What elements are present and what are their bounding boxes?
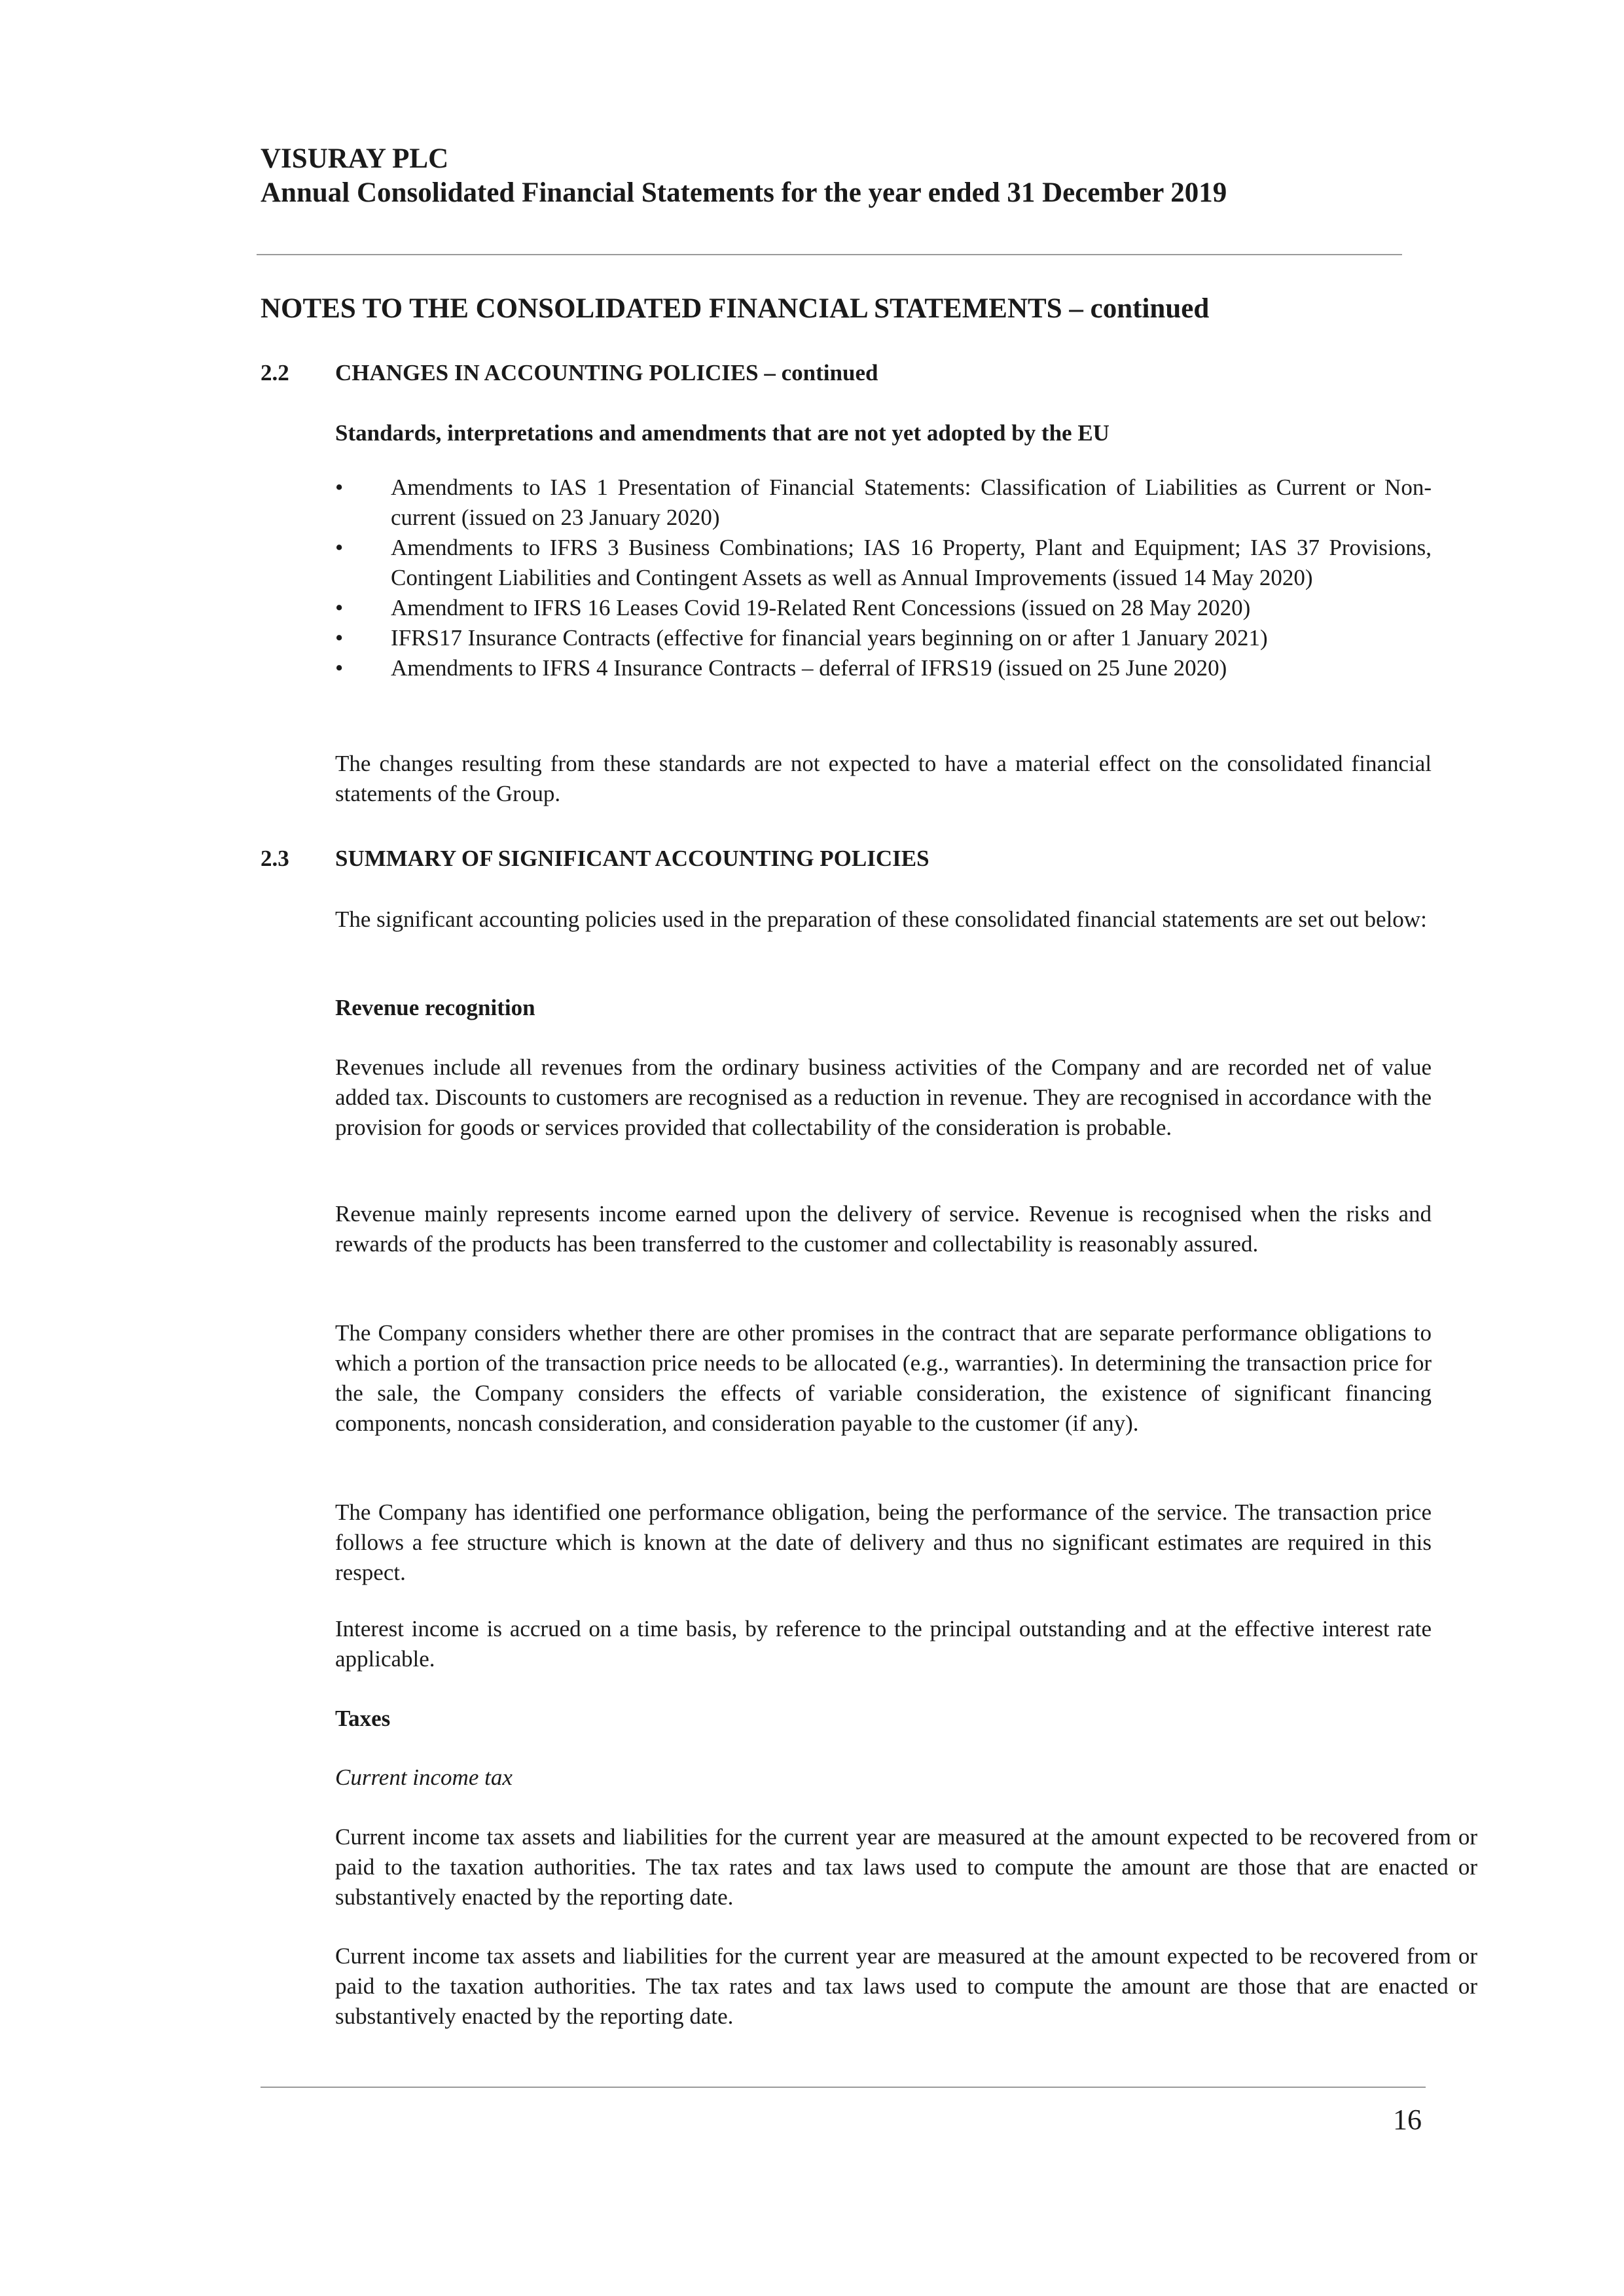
- revenue-recognition-heading: Revenue recognition: [335, 995, 535, 1020]
- bullet-text: IFRS17 Insurance Contracts (effective for financial years beginning on or after 1 January 2021): [391, 625, 1268, 651]
- revenue-paragraph-3: The Company considers whether there are other promises in the contract that are separate performance obligations to which a portion of the transaction price needs to be allocated (e.g., warranties). In determining the transaction price for the sale, the Company considers the effects of variable consideration, the existence of significant financing components, noncash consideration, and consideration payable to the customer (if any).: [335, 1320, 1432, 1436]
- current-income-tax-heading: Current income tax: [335, 1765, 513, 1790]
- standards-bullet-list: [335, 473, 1432, 683]
- notes-title: NOTES TO THE CONSOLIDATED FINANCIAL STATEMENTS – continued: [261, 293, 1210, 324]
- page-number: 16: [1393, 2104, 1422, 2136]
- section-2-3-title: SUMMARY OF SIGNIFICANT ACCOUNTING POLICIES: [335, 846, 929, 871]
- bullet-icon: •: [335, 625, 344, 651]
- bullet-text: Amendments to IAS 1 Presentation of Financial Statements: Classification of Liabilities as Current or Non-current (issued on 23 January 2020): [391, 475, 1432, 530]
- company-name: VISURAY PLC: [261, 143, 449, 174]
- footer-divider: [261, 2087, 1426, 2088]
- section-2-2-number: 2.2: [261, 360, 289, 386]
- bullet-icon: •: [335, 595, 344, 620]
- list-item: [335, 533, 1432, 593]
- section-2-3-number: 2.3: [261, 846, 289, 871]
- list-item: [335, 473, 1432, 533]
- bullet-text: Amendment to IFRS 16 Leases Covid 19-Related Rent Concessions (issued on 28 May 2020): [391, 595, 1251, 620]
- revenue-paragraph-2: Revenue mainly represents income earned upon the delivery of service. Revenue is recognised when the risks and rewards of the products has been transferred to the customer and collectability is reasonably assured.: [335, 1201, 1432, 1257]
- header-divider: [257, 254, 1402, 255]
- document-subtitle: Annual Consolidated Financial Statements for the year ended 31 December 2019: [261, 177, 1227, 208]
- tax-paragraph-2: Current income tax assets and liabilities for the current year are measured at the amount expected to be recovered from or paid to the taxation authorities. The tax rates and tax laws used to compute the amount are those that are enacted or substantively enacted by the reporting date.: [335, 1943, 1477, 2029]
- list-item: [335, 593, 1432, 623]
- bullet-text: Amendments to IFRS 4 Insurance Contracts – deferral of IFRS19 (issued on 25 June 2020): [391, 655, 1227, 681]
- list-item: [335, 653, 1432, 683]
- policies-intro-paragraph: The significant accounting policies used in the preparation of these consolidated financial statements are set out below:: [335, 906, 1427, 932]
- bullet-icon: •: [335, 535, 344, 560]
- standards-subheading: Standards, interpretations and amendments that are not yet adopted by the EU: [335, 420, 1110, 446]
- revenue-paragraph-5: Interest income is accrued on a time basis, by reference to the principal outstanding and at the effective interest rate applicable.: [335, 1616, 1432, 1672]
- section-2-2-title: CHANGES IN ACCOUNTING POLICIES – continued: [335, 360, 878, 386]
- list-item: [335, 623, 1432, 653]
- revenue-paragraph-1: Revenues include all revenues from the ordinary business activities of the Company and are recorded net of value added tax. Discounts to customers are recognised as a reduction in revenue. They are recognised in accordance with the provision for goods or services provided that collectability of the consideration is probable.: [335, 1054, 1432, 1140]
- standards-closing-paragraph: The changes resulting from these standards are not expected to have a material effect on the consolidated financial statements of the Group.: [335, 751, 1432, 806]
- bullet-text: Amendments to IFRS 3 Business Combinations; IAS 16 Property, Plant and Equipment; IAS 37 Provisions, Contingent Liabilities and Contingent Assets as well as Annual Improvements (issued 14 May 2020): [391, 535, 1432, 590]
- tax-paragraph-1: Current income tax assets and liabilities for the current year are measured at the amount expected to be recovered from or paid to the taxation authorities. The tax rates and tax laws used to compute the amount are those that are enacted or substantively enacted by the reporting date.: [335, 1824, 1477, 1910]
- revenue-paragraph-4: The Company has identified one performance obligation, being the performance of the service. The transaction price follows a fee structure which is known at the date of delivery and thus no significant estimates are required in this respect.: [335, 1499, 1432, 1585]
- bullet-icon: •: [335, 655, 344, 681]
- bullet-icon: •: [335, 475, 344, 500]
- taxes-heading: Taxes: [335, 1706, 391, 1731]
